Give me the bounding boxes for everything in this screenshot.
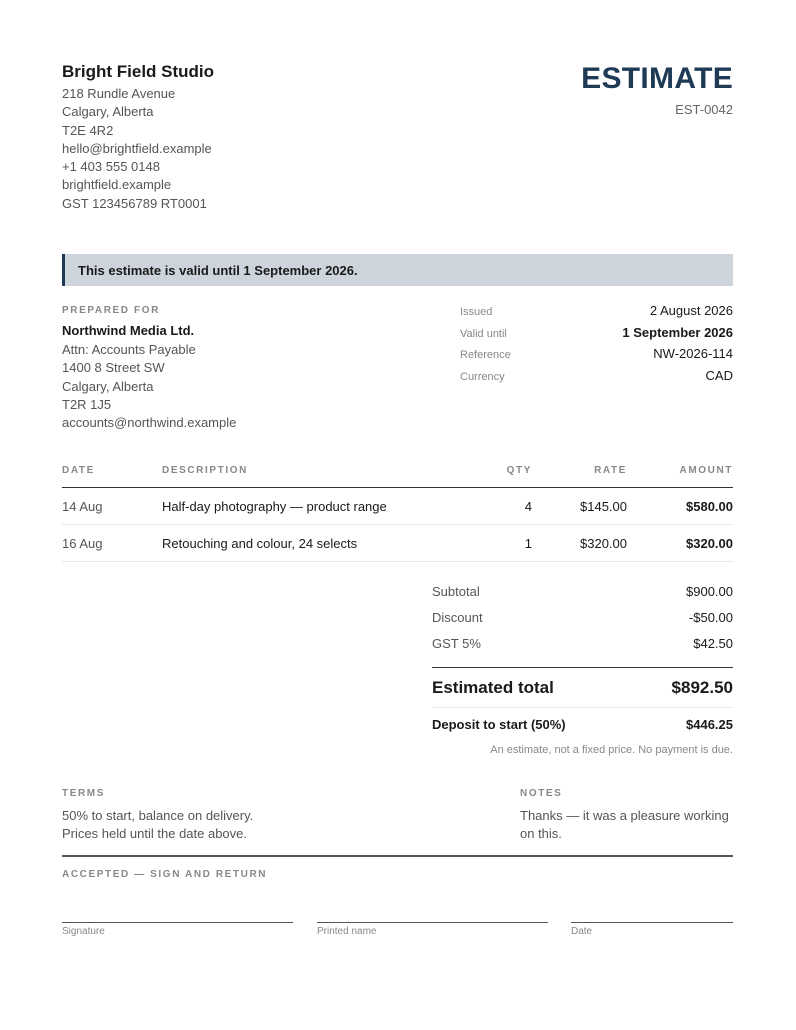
signature-line[interactable] [62, 922, 293, 937]
subtotal-label: Subtotal [432, 583, 480, 599]
client-email: accounts@northwind.example [62, 415, 237, 431]
studio-website: brightfield.example [62, 177, 172, 193]
totals-block [432, 578, 733, 756]
discount-value: -$50.00 [688, 609, 733, 625]
meta-key: Reference [460, 349, 511, 361]
printed-name-caption: Printed name [317, 926, 377, 937]
studio-address-line: T2E 4R2 [62, 122, 114, 138]
item-rate: $320.00 [580, 535, 627, 551]
signature-caption: Signature [62, 926, 105, 937]
studio-email: hello@brightfield.example [62, 140, 212, 156]
studio-address-line: Calgary, Alberta [62, 104, 154, 120]
item-rate: $145.00 [580, 498, 627, 514]
studio-phone: +1 403 555 0148 [62, 159, 160, 175]
terms-line: Prices held until the date above. [62, 826, 248, 842]
meta-row-valid-until [460, 325, 733, 347]
acceptance-divider [62, 855, 733, 857]
estimate-meta [460, 303, 733, 389]
estimate-document [62, 0, 733, 1030]
printed-name-line[interactable] [317, 922, 548, 937]
item-qty: 4 [524, 498, 532, 514]
table-row [62, 488, 733, 525]
studio-name: Bright Field Studio [62, 62, 215, 81]
deposit-row [432, 708, 733, 740]
tax-label: GST 5% [432, 636, 481, 652]
meta-row-issued [460, 303, 733, 325]
notes-text: Thanks — it was a pleasure working on this. [520, 808, 729, 842]
validity-banner [62, 254, 733, 286]
client-address-line: 1400 8 Street SW [62, 360, 165, 376]
discount-row [432, 604, 733, 630]
estimated-total-value: $892.50 [671, 677, 733, 697]
deposit-value: $446.25 [686, 716, 733, 732]
item-date: 14 Aug [62, 498, 103, 514]
terms-text [62, 807, 362, 844]
meta-value: 2 August 2026 [649, 303, 733, 318]
client-address-line: Calgary, Alberta [62, 378, 154, 394]
column-header-rate: RATE [594, 465, 627, 476]
discount-label: Discount [432, 609, 483, 625]
validity-banner-text: This estimate is valid until 1 September 2026. [78, 262, 358, 278]
item-date: 16 Aug [62, 535, 103, 551]
item-amount: $580.00 [686, 498, 733, 514]
terms-line: 50% to start, balance on delivery. [62, 808, 254, 823]
subtotal-value: $900.00 [686, 583, 733, 599]
tax-row [432, 631, 733, 657]
document-title: ESTIMATE [581, 62, 733, 95]
studio-gst-number: GST 123456789 RT0001 [62, 195, 207, 211]
column-header-date: DATE [62, 465, 95, 476]
meta-value: 1 September 2026 [622, 324, 733, 340]
estimate-disclaimer: An estimate, not a fixed price. No payment is due. [490, 744, 733, 757]
meta-row-reference [460, 346, 733, 368]
item-description: Half-day photography — product range [162, 498, 387, 514]
estimated-total-row [432, 668, 733, 708]
table-header [62, 465, 733, 488]
subtotal-row [432, 578, 733, 604]
item-amount: $320.00 [686, 535, 733, 551]
acceptance-label: ACCEPTED — SIGN AND RETURN [62, 869, 268, 880]
studio-address [62, 85, 212, 213]
tax-value: $42.50 [693, 636, 733, 652]
item-description: Retouching and colour, 24 selects [162, 535, 358, 551]
meta-key: Issued [460, 306, 493, 318]
deposit-label: Deposit to start (50%) [432, 716, 566, 732]
item-qty: 1 [524, 535, 532, 551]
prepared-for-label: PREPARED FOR [62, 305, 160, 316]
client-address-line: Attn: Accounts Payable [62, 342, 196, 357]
document-number: EST-0042 [675, 102, 733, 117]
line-items-table [62, 465, 733, 562]
client-name: Northwind Media Ltd. [62, 323, 195, 338]
studio-address-line: 218 Rundle Avenue [62, 86, 176, 101]
column-header-qty: QTY [506, 465, 532, 476]
date-caption: Date [571, 926, 593, 937]
notes-section [520, 788, 733, 844]
meta-key: Valid until [460, 327, 507, 340]
terms-label: TERMS [62, 788, 105, 799]
meta-key: Currency [460, 370, 505, 383]
client-address [62, 341, 236, 432]
notes-label: NOTES [520, 788, 563, 799]
meta-value: NW-2026-114 [653, 346, 733, 361]
meta-row-currency [460, 368, 733, 390]
estimated-total-label: Estimated total [432, 677, 554, 697]
terms-section [62, 788, 362, 844]
column-header-amount: AMOUNT [679, 465, 733, 476]
column-header-description: DESCRIPTION [162, 465, 248, 476]
meta-value: CAD [705, 367, 733, 383]
client-address-line: T2R 1J5 [62, 396, 112, 412]
table-row [62, 525, 733, 562]
date-line[interactable] [571, 922, 733, 937]
